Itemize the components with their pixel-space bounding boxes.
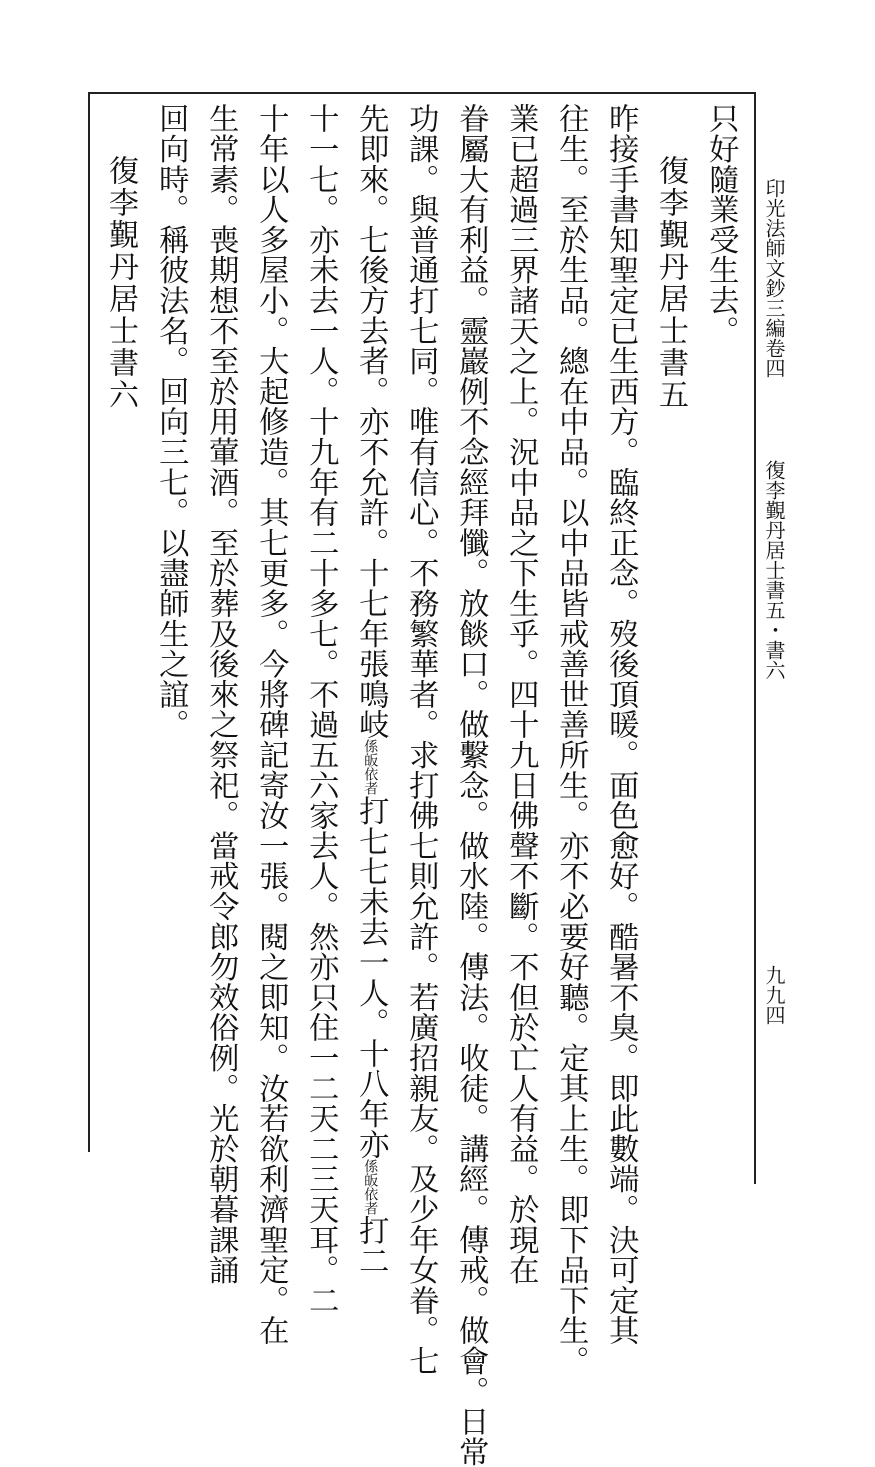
text-line-3: 昨接手書知聖定已生西方。臨終正念。歿後頂暖。面色愈好。酷暑不臭。即此數端。決可定其 xyxy=(603,103,639,1346)
letter-title-six: 復李覲丹居士書六 xyxy=(103,155,138,411)
text-line-5: 業已超過三界諸天之上。況中品之下生乎。四十九日佛聲不斷。不但於亡人有益。於現在 xyxy=(503,103,539,1285)
annotation-note-1b: 依者 xyxy=(362,767,379,796)
text-line-1: 只好隨業受生去。 xyxy=(703,103,739,346)
text-line-6: 眷屬大有利益。靈巖例不念經拜懺。放餤口。做繫念。做水陸。傳法。收徒。講經。傳戒。做會。日常 xyxy=(453,103,489,1467)
annotation-note-1a: 係皈 xyxy=(362,739,379,768)
text-line-8-end: 打二 xyxy=(353,1214,389,1276)
frame-left-rule xyxy=(88,92,90,1152)
text-line-4: 往生。至於生品。總在中品。以中品皆戒善世善所生。亦不必要好聽。定其上生。即下品下生。 xyxy=(553,103,589,1376)
text-line-8 xyxy=(353,103,389,1276)
margin-section-title: 復李覲丹居士書五・書六 xyxy=(762,460,786,680)
text-line-12: 回向時。稱彼法名。回向三七。以盡師生之誼。 xyxy=(153,103,189,740)
text-line-8-head: 先即來。七後方去者。亦不允許。十七年張鳴岐 xyxy=(353,103,389,740)
margin-page-number: 九九四 xyxy=(762,965,786,1025)
frame-top-rule xyxy=(88,92,756,94)
letter-title-five: 復李覲丹居士書五 xyxy=(653,155,688,411)
text-line-9: 十一七。亦未去一人。十九年有二十多七。不過五六家去人。然亦只住一二天二三天耳。二 xyxy=(303,103,339,1315)
text-line-10: 十年以人多屋小。大起修造。其七更多。今將碑記寄汝一張。閱之即知。汝若欲利濟聖定。在 xyxy=(253,103,289,1346)
annotation-note-2b: 依者 xyxy=(362,1186,379,1215)
annotation-note-2a: 係皈 xyxy=(362,1158,379,1187)
text-line-7: 功課。與普通打七同。唯有信心。不務繁華者。求打佛七則允許。若廣招親友。及少年女眷。七 xyxy=(403,103,439,1376)
margin-book-title: 印光法師文鈔三編卷四 xyxy=(762,178,786,378)
text-line-8-tail: 打七七未去一人。十八年亦 xyxy=(353,795,389,1159)
text-line-11: 生常素。喪期想不至於用葷酒。至於葬及後來之祭祀。當戒令郎勿效俗例。光於朝暮課誦 xyxy=(203,103,239,1285)
frame-right-rule xyxy=(754,92,756,1184)
